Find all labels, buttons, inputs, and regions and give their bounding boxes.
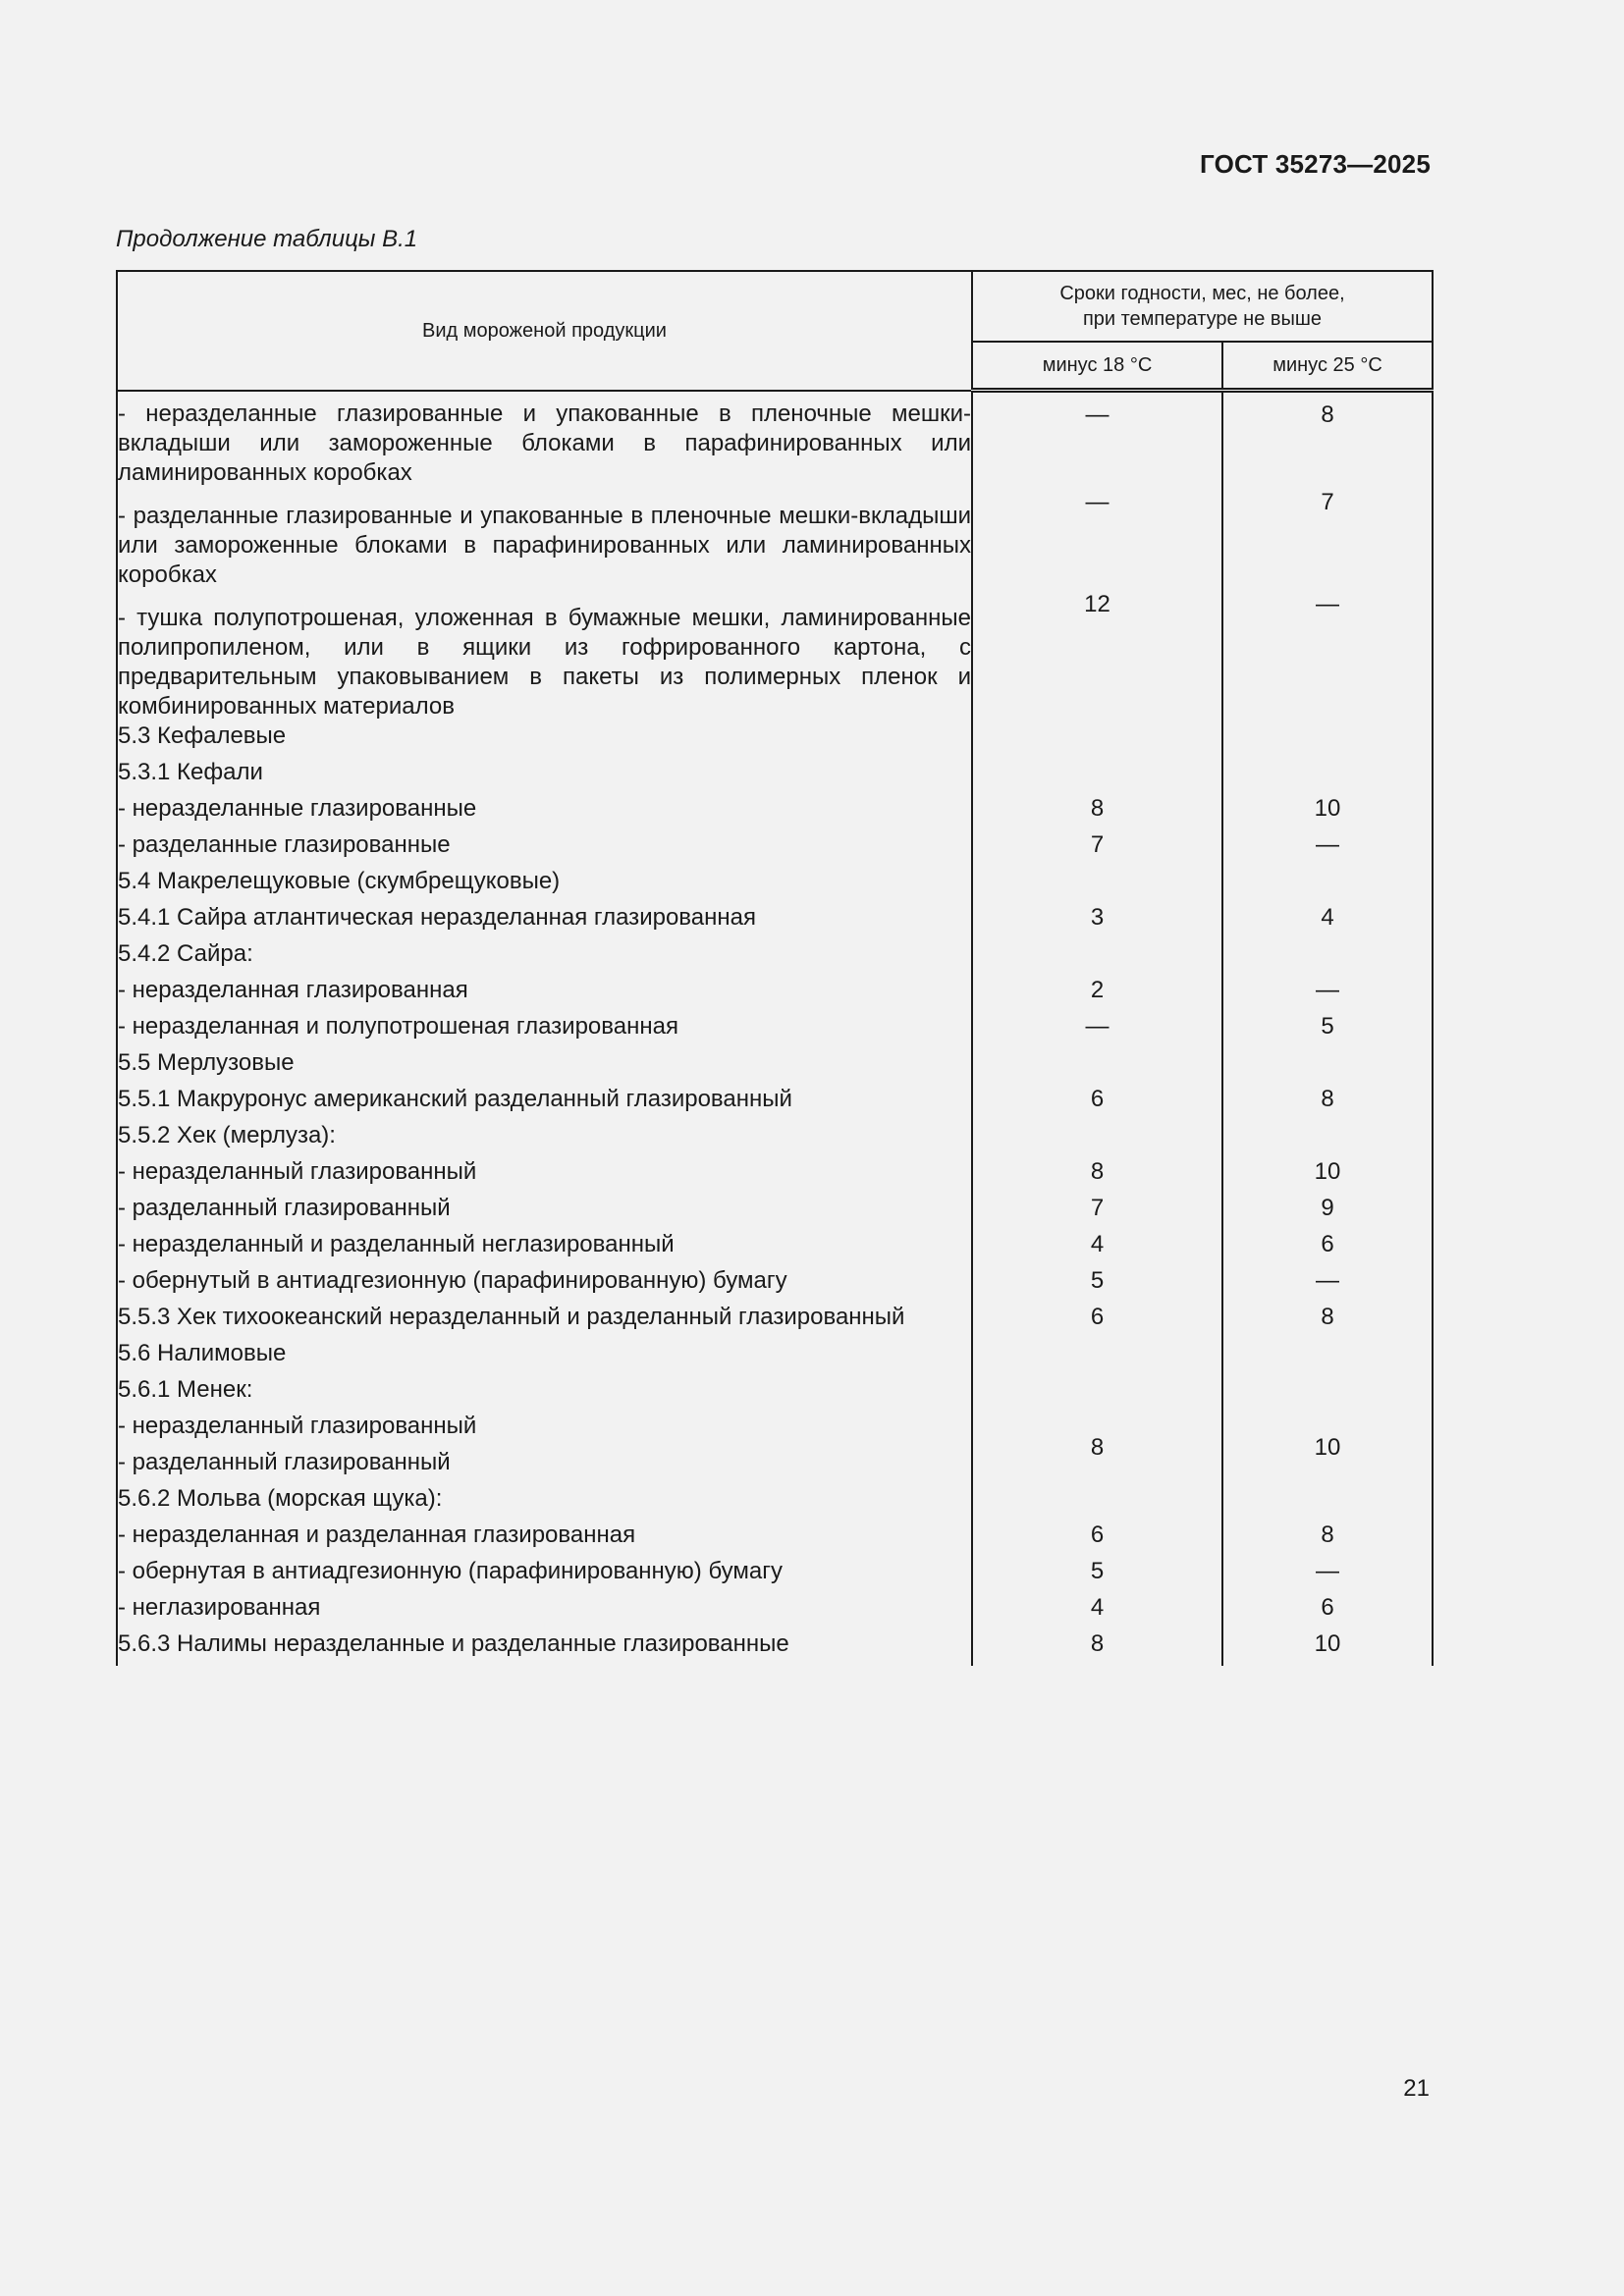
shelf-life-minus-25-cell (1222, 1048, 1433, 1085)
shelf-life-minus-18-cell: 5 (972, 1266, 1222, 1303)
table-row (117, 1303, 1433, 1339)
product-name-cell: - обернутый в антиадгезионную (парафинированную) бумагу (117, 1266, 972, 1303)
shelf-life-minus-25-cell (1222, 939, 1433, 976)
document-code: ГОСТ 35273—2025 (1200, 149, 1431, 179)
product-name-cell: - неразделанная и разделанная глазированная (117, 1521, 972, 1557)
product-name-cell: - разделанные глазированные и упакованные в пленочные мешки-вкладыши или замороженные блоками в парафинированных или ламинированных коробках (117, 488, 972, 590)
product-name-cell: 5.3 Кефалевые (117, 721, 972, 758)
product-name-cell: 5.5.2 Хек (мерлуза): (117, 1121, 972, 1157)
group-header-line2: при температуре не выше (1082, 308, 1323, 330)
shelf-life-minus-18-cell (972, 867, 1222, 903)
product-name-cell: - неразделанная глазированная (117, 976, 972, 1012)
table-row (117, 1375, 1433, 1412)
shelf-life-minus-25-cell: — (1222, 590, 1433, 721)
product-name-cell: 5.4.2 Сайра: (117, 939, 972, 976)
shelf-life-minus-25-cell: 8 (1222, 391, 1433, 488)
product-name-cell: 5.5.3 Хек тихоокеанский неразделанный и разделанный глазированный (117, 1303, 972, 1339)
group-header-line1: Сроки годности, мес, не более, (1059, 283, 1345, 304)
shelf-life-minus-18-cell: — (972, 1012, 1222, 1048)
shelf-life-minus-25-cell: 10 (1222, 794, 1433, 830)
table-row (117, 1339, 1433, 1375)
product-name-cell: - разделанные глазированные (117, 830, 972, 867)
shelf-life-minus-25-cell: 6 (1222, 1593, 1433, 1629)
shelf-life-minus-25-cell (1222, 721, 1433, 758)
shelf-life-minus-18-cell (972, 721, 1222, 758)
product-name-cell: 5.6.2 Мольва (морская щука): (117, 1484, 972, 1521)
shelf-life-table (116, 270, 1434, 1666)
table-row (117, 867, 1433, 903)
product-name-cell: 5.4.1 Сайра атлантическая неразделанная глазированная (117, 903, 972, 939)
table-row (117, 830, 1433, 867)
shelf-life-minus-18-cell: 6 (972, 1303, 1222, 1339)
shelf-life-minus-18-cell: 6 (972, 1085, 1222, 1121)
product-name-cell: 5.6.1 Менек: (117, 1375, 972, 1412)
shelf-life-minus-25-cell (1222, 1339, 1433, 1375)
shelf-life-minus-18-cell: 8 (972, 794, 1222, 830)
shelf-life-minus-18-cell (972, 1121, 1222, 1157)
shelf-life-minus-18-cell: 7 (972, 830, 1222, 867)
table-row (117, 976, 1433, 1012)
shelf-life-minus-25-cell: — (1222, 976, 1433, 1012)
shelf-life-minus-25-cell: — (1222, 1557, 1433, 1593)
product-name-cell: - обернутая в антиадгезионную (парафинированную) бумагу (117, 1557, 972, 1593)
shelf-life-minus-18-cell (972, 939, 1222, 976)
table-row (117, 1085, 1433, 1121)
shelf-life-minus-25-cell: — (1222, 830, 1433, 867)
table-row (117, 758, 1433, 794)
shelf-life-minus-18-cell: 8 (972, 1412, 1222, 1484)
table-row (117, 1012, 1433, 1048)
table-row (117, 1629, 1433, 1666)
product-name-cell: - неразделанный глазированный (117, 1412, 972, 1448)
table-row (117, 391, 1433, 488)
table-row (117, 1266, 1433, 1303)
column-header-minus-25: минус 25 °С (1222, 342, 1433, 391)
product-name-cell: - неразделанные глазированные (117, 794, 972, 830)
product-name-cell: 5.5 Мерлузовые (117, 1048, 972, 1085)
shelf-life-minus-18-cell (972, 758, 1222, 794)
table-row (117, 903, 1433, 939)
shelf-life-minus-25-cell (1222, 1121, 1433, 1157)
shelf-life-minus-18-cell: 12 (972, 590, 1222, 721)
product-name-cell: 5.5.1 Макруронус американский разделанный глазированный (117, 1085, 972, 1121)
shelf-life-minus-18-cell: — (972, 391, 1222, 488)
shelf-life-minus-18-cell: 3 (972, 903, 1222, 939)
table-row (117, 1521, 1433, 1557)
product-name-cell: - тушка полупотрошеная, уложенная в бумажные мешки, ламинированные полипропиленом, или в ящики из гофрированного картона, с предварительным упаковыванием в пакеты из полимерных пленок и комбинированных материалов (117, 590, 972, 721)
product-name-cell: - неразделанные глазированные и упакованные в пленочные мешки-вкладыши или замороженные блоками в парафинированных или ламинированных коробках (117, 391, 972, 488)
table-body (117, 391, 1433, 1666)
shelf-life-minus-18-cell: 8 (972, 1629, 1222, 1666)
shelf-life-minus-25-cell (1222, 1375, 1433, 1412)
table-row (117, 1557, 1433, 1593)
shelf-life-minus-18-cell (972, 1048, 1222, 1085)
column-header-shelf-life-group (972, 271, 1433, 342)
shelf-life-minus-18-cell (972, 1339, 1222, 1375)
shelf-life-minus-25-cell: 10 (1222, 1629, 1433, 1666)
shelf-life-minus-18-cell: 5 (972, 1557, 1222, 1593)
table-row (117, 721, 1433, 758)
shelf-life-minus-18-cell: 2 (972, 976, 1222, 1012)
product-name-cell: - неразделанный глазированный (117, 1157, 972, 1194)
shelf-life-minus-18-cell: — (972, 488, 1222, 590)
product-name-cell: - разделанный глазированный (117, 1448, 972, 1484)
shelf-life-minus-25-cell (1222, 758, 1433, 794)
shelf-life-minus-25-cell (1222, 867, 1433, 903)
shelf-life-minus-18-cell: 7 (972, 1194, 1222, 1230)
shelf-life-minus-25-cell: 8 (1222, 1085, 1433, 1121)
table-row (117, 939, 1433, 976)
shelf-life-minus-18-cell: 8 (972, 1157, 1222, 1194)
shelf-life-minus-25-cell: 4 (1222, 903, 1433, 939)
table-row (117, 1593, 1433, 1629)
column-header-product-type: Вид мороженой продукции (117, 271, 972, 391)
product-name-cell: - неразделанный и разделанный неглазированный (117, 1230, 972, 1266)
shelf-life-minus-25-cell: 9 (1222, 1194, 1433, 1230)
shelf-life-minus-18-cell (972, 1375, 1222, 1412)
shelf-life-minus-25-cell: 10 (1222, 1412, 1433, 1484)
shelf-life-minus-25-cell (1222, 1484, 1433, 1521)
shelf-life-minus-25-cell: 10 (1222, 1157, 1433, 1194)
table-row (117, 488, 1433, 590)
column-header-minus-18: минус 18 °С (972, 342, 1222, 391)
table-row (117, 794, 1433, 830)
shelf-life-minus-18-cell: 4 (972, 1593, 1222, 1629)
product-name-cell: - разделанный глазированный (117, 1194, 972, 1230)
table-row (117, 1157, 1433, 1194)
table-caption: Продолжение таблицы В.1 (116, 226, 418, 252)
shelf-life-minus-18-cell (972, 1484, 1222, 1521)
table-row (117, 1484, 1433, 1521)
page-number: 21 (1403, 2075, 1430, 2102)
product-name-cell: 5.6 Налимовые (117, 1339, 972, 1375)
shelf-life-minus-18-cell: 4 (972, 1230, 1222, 1266)
table-row (117, 1230, 1433, 1266)
table-row (117, 1412, 1433, 1448)
shelf-life-minus-25-cell: — (1222, 1266, 1433, 1303)
shelf-life-minus-25-cell: 8 (1222, 1303, 1433, 1339)
product-name-cell: 5.4 Макрелещуковые (скумбрещуковые) (117, 867, 972, 903)
table-row (117, 590, 1433, 721)
shelf-life-minus-25-cell: 8 (1222, 1521, 1433, 1557)
shelf-life-minus-25-cell: 6 (1222, 1230, 1433, 1266)
table-row (117, 1194, 1433, 1230)
shelf-life-minus-25-cell: 7 (1222, 488, 1433, 590)
product-name-cell: 5.6.3 Налимы неразделанные и разделанные глазированные (117, 1629, 972, 1666)
shelf-life-minus-25-cell: 5 (1222, 1012, 1433, 1048)
shelf-life-minus-18-cell: 6 (972, 1521, 1222, 1557)
table-row (117, 1048, 1433, 1085)
product-name-cell: 5.3.1 Кефали (117, 758, 972, 794)
product-name-cell: - неглазированная (117, 1593, 972, 1629)
table-row (117, 1121, 1433, 1157)
product-name-cell: - неразделанная и полупотрошеная глазированная (117, 1012, 972, 1048)
